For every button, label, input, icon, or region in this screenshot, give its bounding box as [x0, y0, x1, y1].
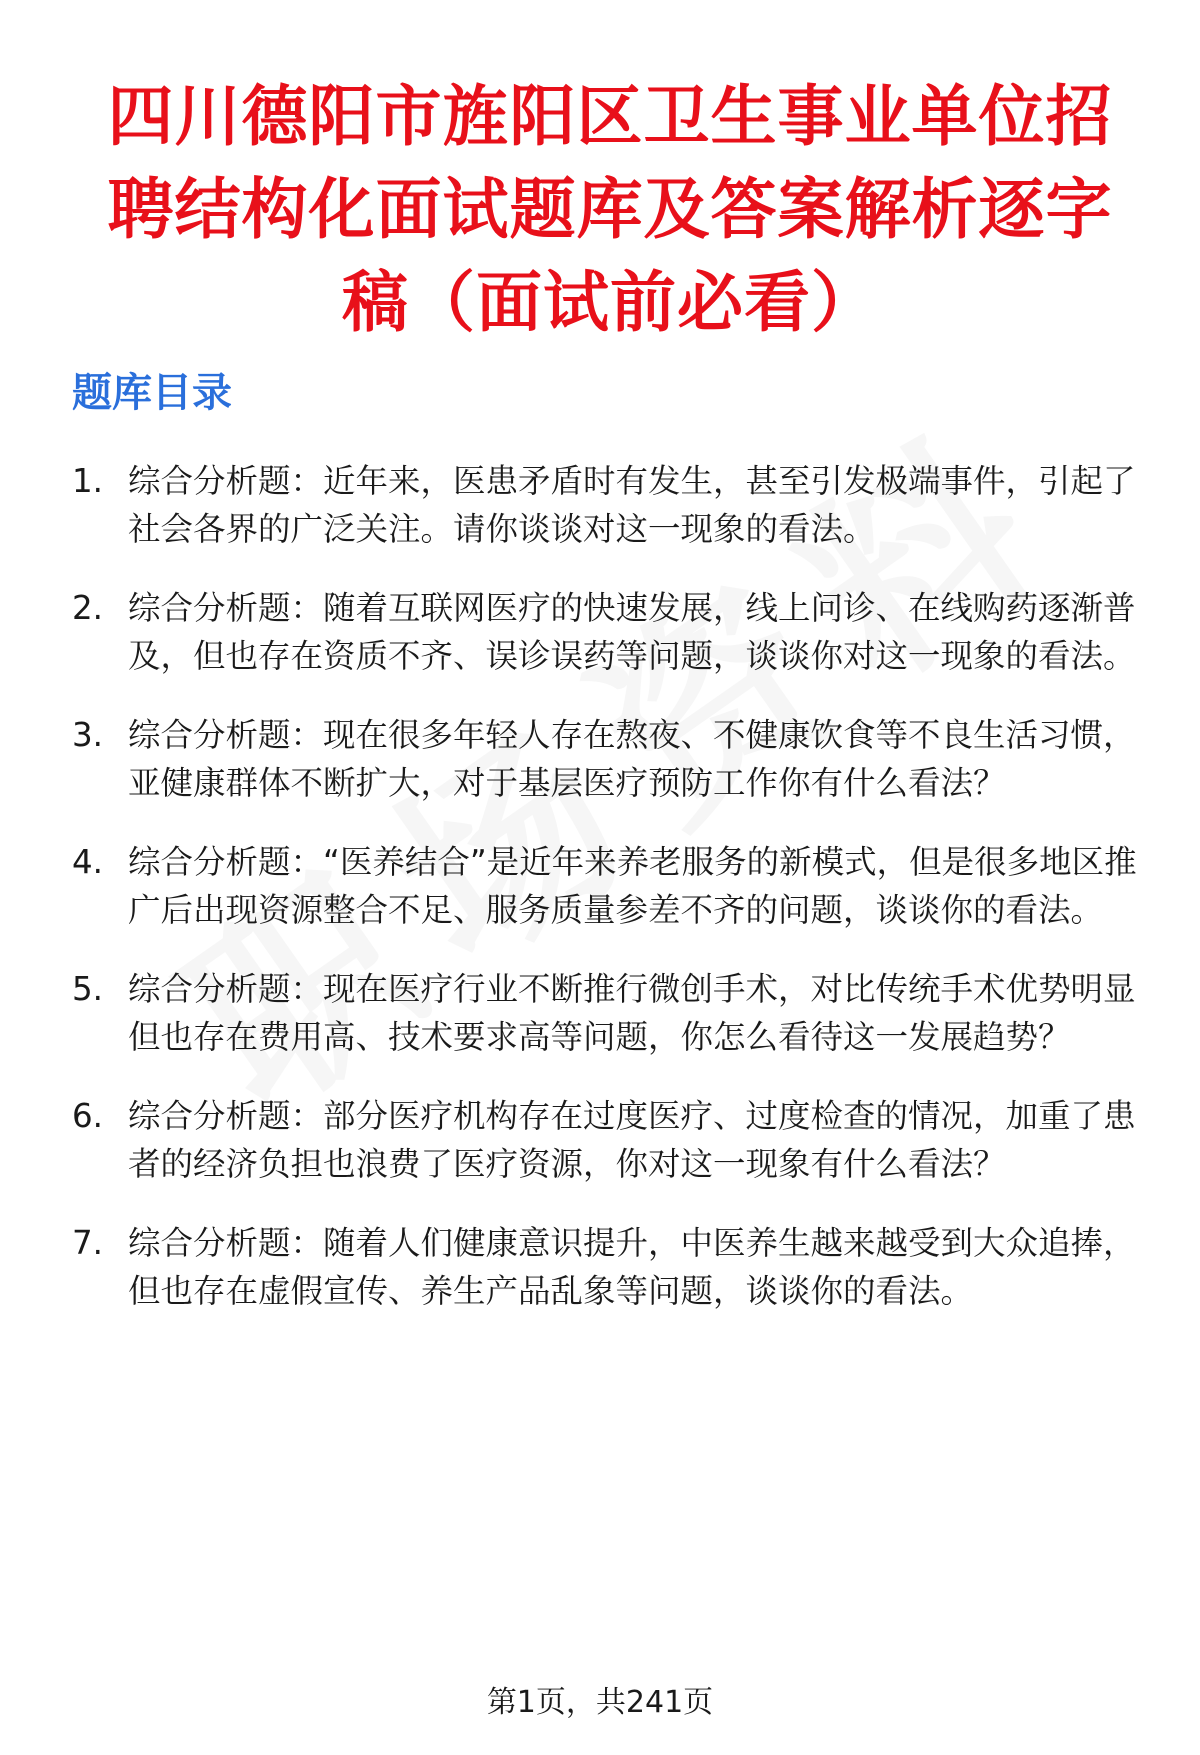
document-title: 四川德阳市旌阳区卫生事业单位招聘结构化面试题库及答案解析逐字稿（面试前必看）: [107, 78, 1113, 341]
page-footer: 第1页，共241页: [486, 1685, 714, 1720]
toc-item-text: 综合分析题：近年来，医患矛盾时有发生，甚至引发极端事件，引起了社会各界的广泛关注。请你谈谈对这一现象的看法。: [128, 462, 1136, 548]
toc-heading: 题库目录: [72, 370, 232, 416]
toc-item-number: 7.: [72, 1224, 104, 1262]
toc-item-5[interactable]: [72, 966, 1142, 1061]
toc-item-number: 5.: [72, 970, 104, 1008]
toc-item-text: 综合分析题：现在医疗行业不断推行微创手术，对比传统手术优势明显但也存在费用高、技术要求高等问题，你怎么看待这一发展趋势？: [128, 970, 1136, 1056]
toc-item-number: 6.: [72, 1097, 104, 1135]
toc-item-4[interactable]: [72, 839, 1142, 934]
toc-item-2[interactable]: [72, 585, 1142, 680]
toc-item-number: 4.: [72, 843, 104, 881]
toc-list: [72, 458, 1142, 1315]
toc-item-text: 综合分析题：现在很多年轻人存在熬夜、不健康饮食等不良生活习惯，亚健康群体不断扩大，对于基层医疗预防工作你有什么看法？: [128, 716, 1136, 802]
toc-item-text: 综合分析题：随着互联网医疗的快速发展，线上问诊、在线购药逐渐普及，但也存在资质不齐、误诊误药等问题，谈谈你对这一现象的看法。: [128, 589, 1136, 675]
toc-item-text: 综合分析题：部分医疗机构存在过度医疗、过度检查的情况，加重了患者的经济负担也浪费了医疗资源，你对这一现象有什么看法？: [128, 1097, 1136, 1183]
toc-item-text: 综合分析题：“医养结合”是近年来养老服务的新模式，但是很多地区推广后出现资源整合不足、服务质量参差不齐的问题，谈谈你的看法。: [128, 843, 1137, 929]
toc-item-6[interactable]: [72, 1093, 1142, 1188]
toc-item-7[interactable]: [72, 1220, 1142, 1315]
toc-item-3[interactable]: [72, 712, 1142, 807]
toc-item-1[interactable]: [72, 458, 1142, 553]
toc-item-number: 3.: [72, 716, 104, 754]
toc-item-text: 综合分析题：随着人们健康意识提升，中医养生越来越受到大众追捧，但也存在虚假宣传、养生产品乱象等问题，谈谈你的看法。: [128, 1224, 1136, 1310]
toc-item-number: 1.: [72, 462, 104, 500]
toc-item-number: 2.: [72, 589, 104, 627]
